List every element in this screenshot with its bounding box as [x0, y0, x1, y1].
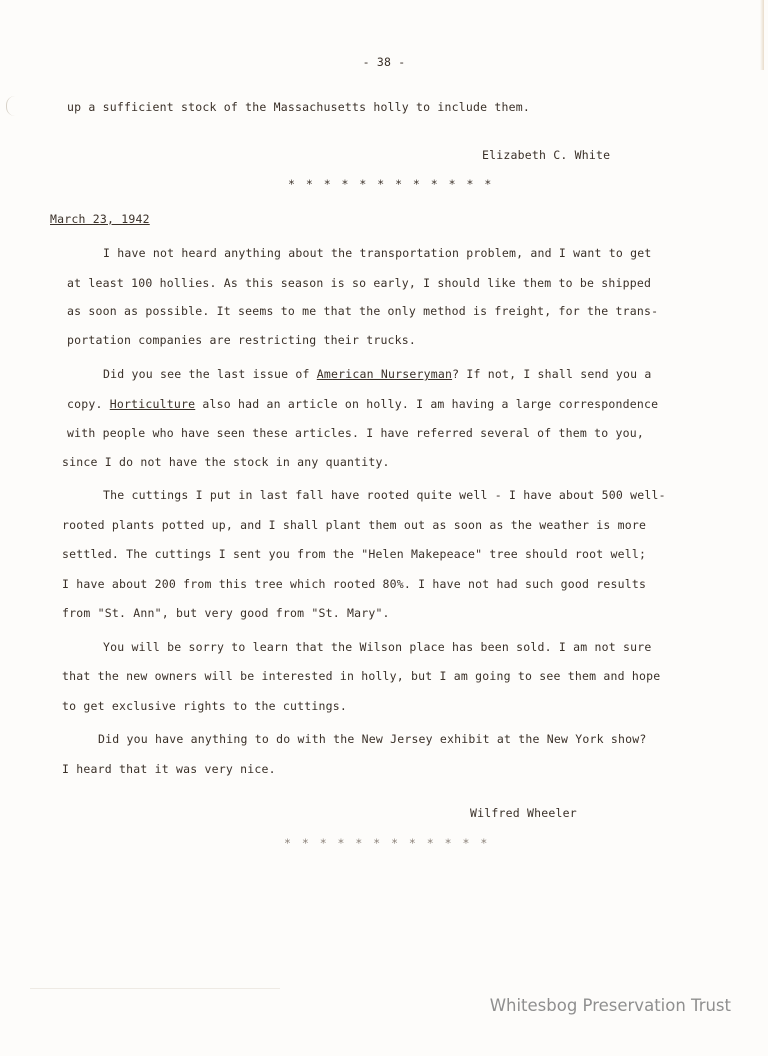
text-line: I have not heard anything about the transportation problem, and I want to get [103, 246, 652, 260]
signature-elizabeth-white: Elizabeth C. White [482, 148, 611, 162]
scan-artifact-line [30, 988, 280, 989]
text-line: to get exclusive rights to the cuttings. [62, 699, 347, 713]
punch-hole-mark [6, 96, 15, 116]
text-line: The cuttings I put in last fall have rooted quite well - I have about 500 well- [103, 488, 666, 502]
text-line: that the new owners will be interested in holly, but I am going to see them and hope [62, 669, 661, 683]
text-line: I have about 200 from this tree which rooted 80%. I have not had such good results [62, 577, 647, 591]
text-line [103, 367, 652, 381]
text-fragment: copy. [67, 397, 110, 411]
text-line: Did you have anything to do with the New Jersey exhibit at the New York show? [98, 732, 647, 746]
magazine-title: Horticulture [109, 397, 196, 411]
section-divider-stars: * * * * * * * * * * * * [284, 836, 490, 850]
text-line: You will be sorry to learn that the Wilson place has been sold. I am not sure [103, 640, 652, 654]
text-line: settled. The cuttings I sent you from the "Helen Makepeace" tree should root well; [62, 547, 647, 561]
text-fragment: also had an article on holly. I am having a large correspondence [195, 397, 659, 411]
page-number: - 38 - [362, 55, 406, 69]
section-divider-stars: * * * * * * * * * * * * [288, 177, 494, 191]
text-line: from "St. Ann", but very good from "St. Mary". [62, 606, 390, 620]
text-fragment: ? If not, I shall send you a [452, 367, 652, 381]
text-line: at least 100 hollies. As this season is so early, I should like them to be shipped [67, 276, 652, 290]
watermark: Whitesbog Preservation Trust [489, 996, 731, 1015]
letter-date: March 23, 1942 [50, 212, 150, 226]
text-line: with people who have seen these articles. I have referred several of them to you, [67, 426, 645, 440]
text-line: up a sufficient stock of the Massachusetts holly to include them. [67, 100, 531, 114]
text-line [67, 397, 658, 411]
text-line: I heard that it was very nice. [62, 762, 276, 776]
text-line: since I do not have the stock in any quantity. [62, 455, 390, 469]
text-line: rooted plants potted up, and I shall plant them out as soon as the weather is more [62, 518, 647, 532]
text-line: as soon as possible. It seems to me that the only method is freight, for the trans- [67, 304, 659, 318]
signature-wilfred-wheeler: Wilfred Wheeler [470, 806, 577, 820]
magazine-title: American Nurseryman [316, 367, 453, 381]
text-line: portation companies are restricting their trucks. [67, 333, 417, 347]
text-fragment: Did you see the last issue of [103, 367, 317, 381]
